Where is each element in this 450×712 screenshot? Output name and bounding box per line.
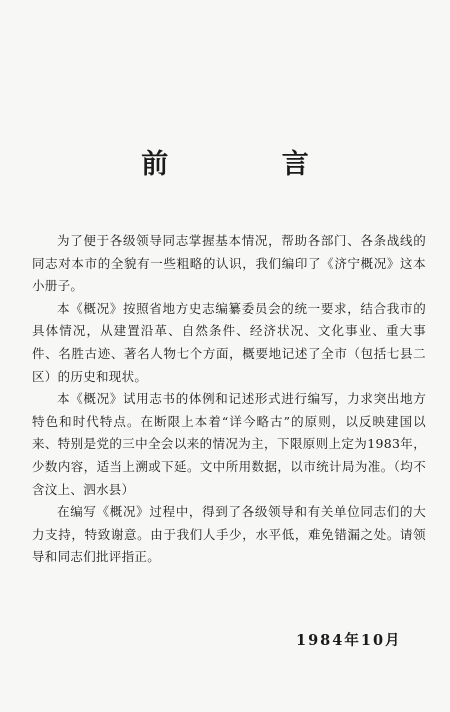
preface-body bbox=[32, 230, 426, 569]
paragraph-4: 在编写《概况》过程中，得到了各级领导和有关单位同志们的大力支持，特致谢意。由于我们人手少，水平低，难免错漏之处。请领导和同志们批评指正。 bbox=[32, 504, 426, 565]
paragraph-3: 本《概况》试用志书的体例和记述形式进行编写，力求突出地方特色和时代特点。在断限上本着“详今略古”的原则，以反映建国以来、特别是党的三中全会以来的情况为主，下限原则上定为1983年，少数内容，适当上溯或下延。文中所用数据，以市统计局为准。（均不含汶上、泗水县） bbox=[32, 391, 426, 497]
page-title: 前 言 bbox=[141, 149, 361, 180]
paragraph-2: 本《概况》按照省地方史志编纂委员会的统一要求，结合我市的具体情况，从建置沿革、自然条件、经济状况、文化事业、重大事件、名胜古迹、著名人物七个方面，概要地记述了全市（包括七县二区）的历史和现状。 bbox=[32, 300, 426, 384]
paragraph-1: 为了便于各级领导同志掌握基本情况，帮助各部门、各条战线的同志对本市的全貌有一些粗略的认识，我们编印了《济宁概况》这本小册子。 bbox=[32, 233, 426, 294]
date-line: 1984年10月 bbox=[296, 632, 402, 649]
